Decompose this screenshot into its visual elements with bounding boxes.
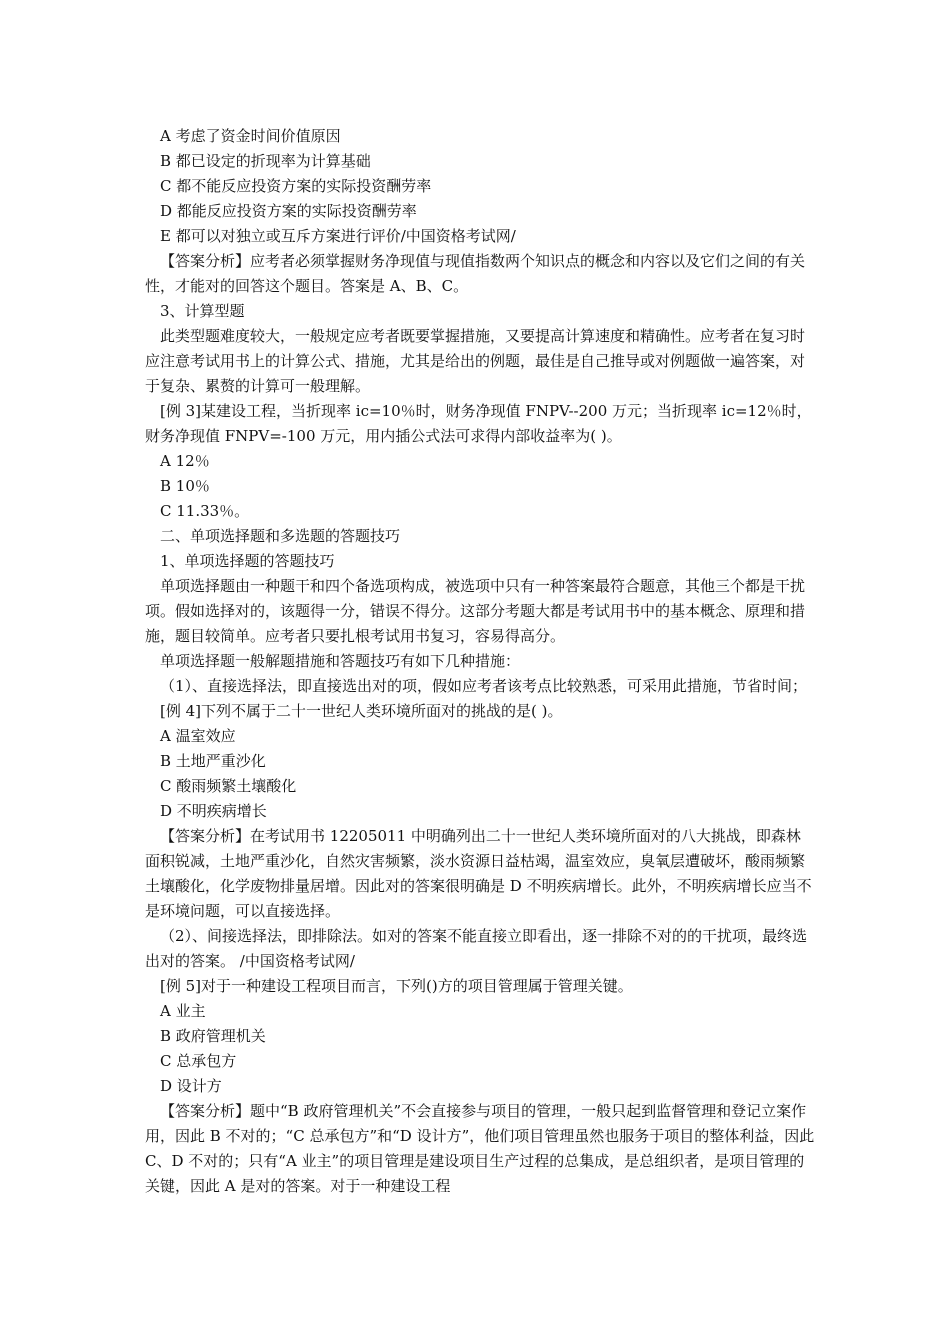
answer-analysis-2: 【答案分析】应考者必须掌握财务净现值与现值指数两个知识点的概念和内容以及它们之间的有关性，才能对的回答这个题目。答案是 A、B、C。 [145,252,806,295]
option-d: D 都能反应投资方案的实际投资酬劳率 [160,202,417,220]
document-page [145,124,815,1199]
single-choice-intro: 单项选择题由一种题干和四个备选项构成，被选项中只有一种答案最符合题意，其他三个都是干扰项。假如选择对的，该题得一分，错误不得分。这部分考题大都是考试用书中的基本概念、原理和措施，题目较简单。应考者只要扎根考试用书复习，容易得高分。 [145,577,806,645]
subheading-single-choice: 1、单项选择题的答题技巧 [160,552,335,570]
example-5-option-a: A 业主 [160,1002,206,1020]
option-b: B 都已设定的折现率为计算基础 [160,152,371,170]
example-4-option-d: D 不明疾病增长 [160,802,267,820]
calculation-intro: 此类型题难度较大，一般规定应考者既要掌握措施，又要提高计算速度和精确性。应考者在复习时应注意考试用书上的计算公式、措施，尤其是给出的例题，最佳是自己推导或对例题做一遍答案，对于复杂、累赘的计算可一般理解。 [145,327,806,395]
section-heading-techniques: 二、单项选择题和多选题的答题技巧 [160,527,401,545]
example-4-option-c: C 酸雨频繁土壤酸化 [160,777,297,795]
method-indirect: （2）、间接选择法，即排除法。如对的答案不能直接立即看出，逐一排除不对的的干扰项，最终选出对的答案。 /中国资格考试网/ [145,927,808,970]
answer-analysis-5: 【答案分析】题中“B 政府管理机关”不会直接参与项目的管理，一般只起到监督管理和登记立案作用，因此 B 不对的；“C 总承包方”和“D 设计方”，他们项目管理虽然也服务于项目的整体利益，因此 C、D 不对的；只有“A 业主”的项目管理是建设项目生产过程的总集成，是总组织者，是项目管理的关键，因此 A 是对的答案。对于一种建设工程 [145,1102,815,1195]
example-3: [例 3]某建设工程，当折现率 ic=10％时，财务净现值 FNPV--200 万元；当折现率 ic=12％时，财务净现值 FNPV=-100 万元，用内插公式法可求得内部收益率为( )。 [145,402,812,445]
example-5-option-b: B 政府管理机关 [160,1027,266,1045]
example-3-option-a: A 12％ [160,452,210,470]
option-e: E 都可以对独立或互斥方案进行评价/中国资格考试网/ [160,227,516,245]
example-4-option-b: B 土地严重沙化 [160,752,266,770]
option-a: A 考虑了资金时间价值原因 [160,127,341,145]
method-direct: （1）、直接选择法，即直接选出对的项，假如应考者该考点比较熟悉，可采用此措施，节省时间； [160,677,808,695]
example-4: [例 4]下列不属于二十一世纪人类环境所面对的挑战的是( )。 [160,702,563,720]
example-3-option-b: B 10％ [160,477,210,495]
single-choice-methods: 单项选择题一般解题措施和答题技巧有如下几种措施： [160,652,521,670]
example-5-option-d: D 设计方 [160,1077,222,1095]
example-5: [例 5]对于一种建设工程项目而言，下列()方的项目管理属于管理关键。 [160,977,633,995]
section-heading-calculation: 3、计算型题 [160,302,245,320]
example-3-option-c: C 11.33％。 [160,502,250,520]
answer-analysis-4: 【答案分析】在考试用书 12205011 中明确列出二十一世纪人类环境所面对的八大挑战，即森林面积锐减，土地严重沙化，自然灾害频繁，淡水资源日益枯竭，温室效应，臭氧层遭破坏，酸雨频繁土壤酸化，化学废物排量居增。因此对的答案很明确是 D 不明疾病增长。此外，不明疾病增长应当不是环境问题，可以直接选择。 [145,827,812,920]
option-c: C 都不能反应投资方案的实际投资酬劳率 [160,177,432,195]
example-5-option-c: C 总承包方 [160,1052,237,1070]
example-4-option-a: A 温室效应 [160,727,236,745]
